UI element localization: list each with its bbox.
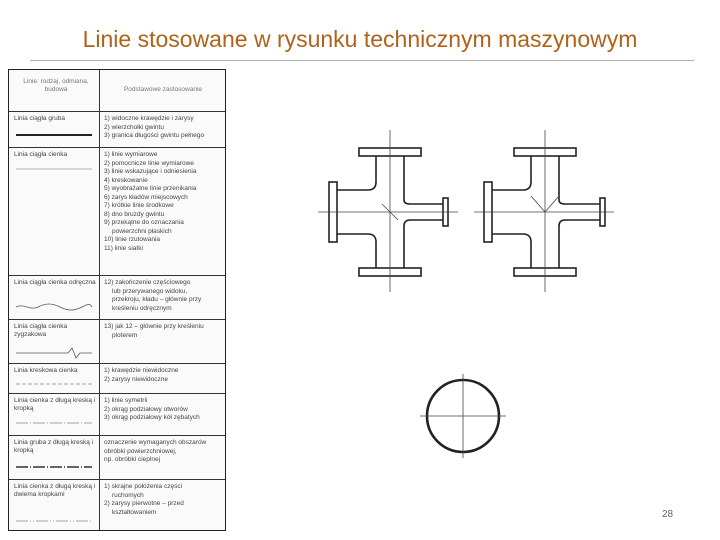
line-usage-list — [104, 323, 222, 340]
usage-item: 8) dno bruzdy gwintu — [104, 210, 165, 218]
thin-line-sample — [14, 166, 94, 172]
line-usage-list — [104, 115, 222, 141]
table-header-usage: Podstawowe zastosowanie — [123, 86, 203, 93]
line-usage-list — [104, 397, 222, 423]
line-type-name: Linia cienka z długą kreską i dwiema kropkami — [14, 483, 96, 498]
usage-item: obróbki powierzchniowej, — [104, 447, 177, 455]
usage-item: powierzchni płaskich — [112, 227, 172, 235]
usage-item: 12) zakończenie częściowego — [104, 279, 191, 286]
line-usage-list — [104, 439, 222, 465]
usage-item: 1) skrajne położenia części — [104, 483, 183, 490]
usage-item: 1) linie symetrii — [104, 397, 148, 404]
usage-item: 5) wyobrażalne linie przenikania — [104, 185, 197, 192]
table-row — [9, 276, 225, 320]
line-type-name: Linia ciągła gruba — [14, 115, 65, 122]
line-usage-list — [104, 279, 222, 313]
usage-item: lub przerywanego widoku, — [112, 287, 188, 295]
usage-item: 6) zarys kładów miejscowych — [104, 193, 188, 201]
usage-item: 1) krawędzie niewidoczne — [104, 367, 179, 374]
zigzag-line-sample — [14, 346, 94, 360]
usage-item: oznaczenie wymaganych obszarów — [104, 439, 207, 446]
dashed-line-sample — [14, 381, 94, 387]
usage-item: 4) kreskowanie — [104, 176, 148, 184]
line-types-table — [8, 69, 226, 531]
usage-item: np. obróbki cieplnej — [104, 456, 161, 463]
dash-dot-thin-sample — [14, 420, 94, 426]
usage-item: ruchomych — [112, 491, 144, 499]
usage-item: 3) okrąg podziałowy kół zębatych — [104, 414, 200, 421]
table-row — [9, 364, 225, 394]
usage-item: 2) zarysy pierwotne – przed — [104, 500, 184, 507]
usage-item: 11) linie siatki — [104, 244, 143, 252]
usage-item: 9) przekątne do oznaczania — [104, 219, 184, 226]
usage-item: 13) jak 12 – głównie przy kreśleniu — [104, 323, 204, 330]
table-row — [9, 112, 225, 148]
usage-item: 2) zarysy niewidoczne — [104, 375, 168, 383]
usage-item: 2) okrąg podziałowy otworów — [104, 405, 188, 413]
line-usage-list — [104, 367, 222, 384]
pipe-cross-drawing-right — [474, 130, 614, 292]
usage-item: 3) linie wskazujące i odniesienia — [104, 168, 197, 175]
usage-item: 1) widoczne krawędzie i zarysy — [104, 115, 194, 122]
usage-item: 3) granica długości gwintu pełnego — [104, 132, 205, 139]
usage-item: kształtowaniem — [112, 508, 157, 516]
table-row — [9, 436, 225, 480]
thick-line-sample — [14, 132, 94, 138]
dash-dot-thick-sample — [14, 464, 94, 470]
slide-title: Linie stosowane w rysunku technicznym maszynowym — [82, 26, 638, 52]
usage-item: przekroju, kładu – głównie przy — [112, 296, 202, 303]
line-type-name: Linia ciągła cienka — [14, 151, 68, 158]
table-row — [9, 480, 225, 530]
table-row — [9, 148, 225, 276]
table-row — [9, 320, 225, 364]
line-type-name: Linia kreskowa cienka — [14, 367, 78, 374]
usage-item: 1) linie wymiarowe — [104, 151, 158, 158]
usage-item: 2) wierzchołki gwintu — [104, 123, 164, 131]
line-type-name: Linia ciągła cienka zygzakowa — [14, 323, 68, 338]
table-header-line-type: Linie: rodzaj, odmiana, budowa — [23, 78, 89, 93]
usage-item: 7) krótkie linie środkowe — [104, 202, 174, 209]
pipe-cross-drawing-left — [318, 130, 458, 292]
technical-drawings — [300, 110, 640, 460]
circle-centerline-drawing — [420, 374, 506, 458]
line-usage-list — [104, 483, 222, 517]
line-type-name: Linia ciągła cienka odręczna — [14, 279, 96, 286]
dash-double-dot-sample — [14, 518, 94, 524]
line-type-name: Linia gruba z długą kreską i kropką — [14, 439, 94, 454]
line-type-name: Linia cienka z długą kreską i kropką — [14, 397, 96, 412]
page-number: 28 — [662, 509, 674, 520]
table-header-row — [9, 70, 225, 112]
usage-item: 10) linie rzutowania — [104, 236, 161, 243]
title-divider — [30, 60, 694, 61]
usage-item: 2) pomocnicze linie wymiarowe — [104, 159, 194, 167]
usage-item: ploterem — [112, 331, 138, 339]
usage-item: kreśleniu odręcznym — [112, 304, 172, 312]
table-row — [9, 394, 225, 436]
line-usage-list — [104, 151, 222, 253]
freehand-line-sample — [14, 302, 94, 312]
